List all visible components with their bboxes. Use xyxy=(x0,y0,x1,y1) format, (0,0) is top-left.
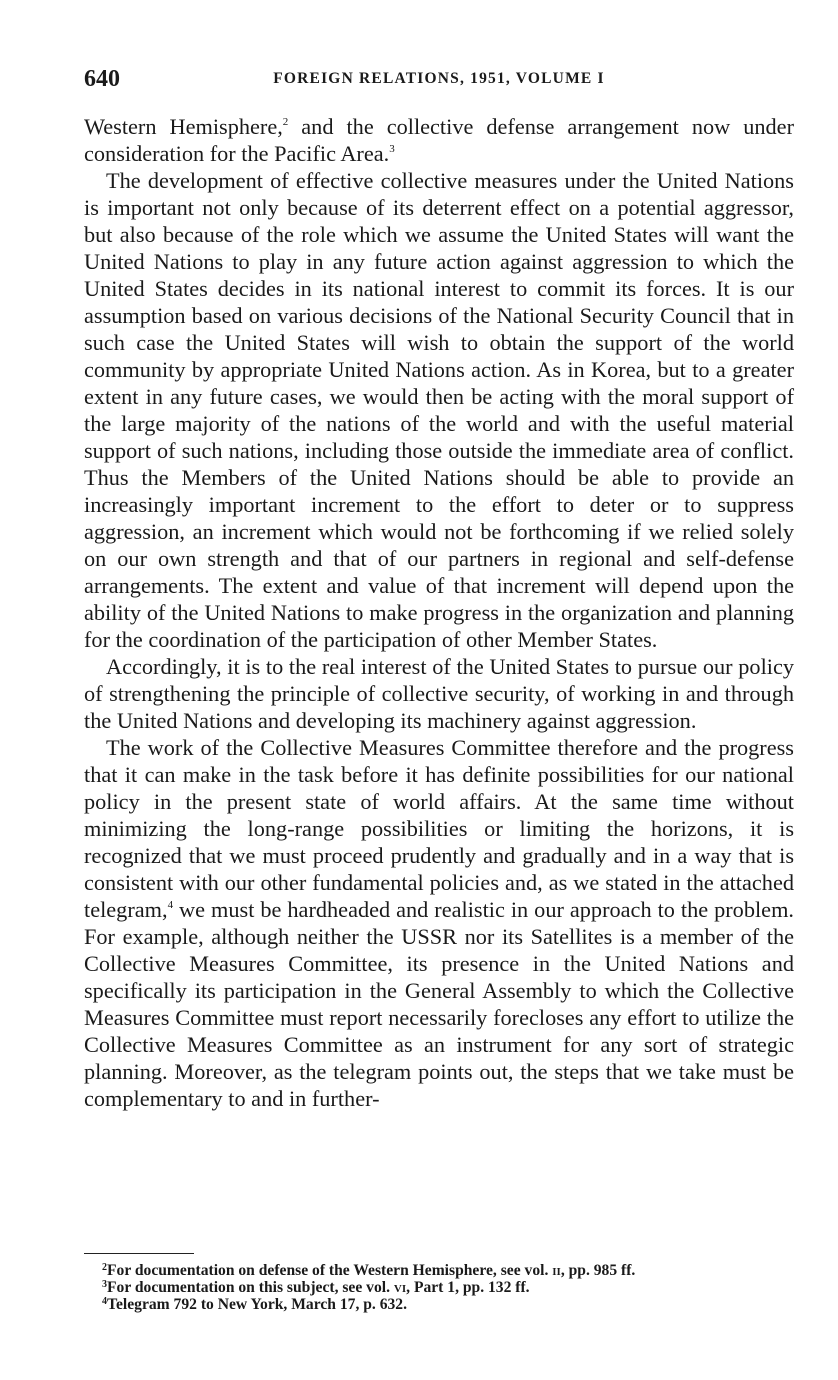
paragraph-2: The development of effective collective measures under the United Nations is important not only because of its deterrent effect on a potential aggressor, but also because of the role which we assume the United States will want the United Nations to play in any future action against aggression to which the United States decides in its national interest to commit its forces. It is our assumption based on various decisions of the National Security Council that in such case the United States will wish to obtain the support of the world community by appropriate United Nations action. As in Korea, but to a greater extent in any future cases, we would then be acting with the moral support of the large majority of the nations of the world and with the useful material support of such nations, including those outside the immediate area of conflict. Thus the Members of the United Nations should be able to provide an increasingly important increment to the effort to deter or to suppress aggression, an increment which would not be forthcoming if we relied solely on our own strength and that of our partners in regional and self-defense arrangements. The extent and value of that increment will depend upon the ability of the United Nations to make progress in the organization and planning for the coordination of the participation of other Member States. xyxy=(84,168,794,652)
footnote-text-tail: , Part 1, pp. 132 ff. xyxy=(406,1279,530,1296)
paragraph-4 xyxy=(84,734,794,1112)
footnote-ref-4: 4 xyxy=(167,899,174,911)
footnote-ref-3: 3 xyxy=(389,143,395,155)
footnote-mark: 4 xyxy=(102,1296,107,1307)
footnote-2 xyxy=(84,1262,794,1279)
footnotes xyxy=(84,1262,794,1313)
footnote-text: For documentation on this subject, see vol. xyxy=(107,1279,394,1296)
paragraph-4-text-b: we must be hardheaded and realistic in our approach to the problem. For example, although neither the USSR nor its Satellites is a member of the Collective Measures Committee, its presence in the United Nations and specifically its participation in the General Assembly to which the Collective Measures Committee must report necessarily forecloses any effort to utilize the Collective Measures Committee as an instrument for any sort of strategic planning. Moreover, as the telegram points out, the steps that we take must be complementary to and in further- xyxy=(84,897,794,1111)
footnote-divider xyxy=(84,1253,194,1254)
paragraph-1 xyxy=(84,113,794,167)
footnote-text: Telegram 792 to New York, March 17, p. 632. xyxy=(107,1296,408,1313)
footnote-ref-2: 2 xyxy=(282,116,289,128)
footnote-4 xyxy=(84,1296,794,1313)
page-header xyxy=(84,62,794,96)
volume-numeral: ii xyxy=(552,1262,561,1279)
running-head: FOREIGN RELATIONS, 1951, VOLUME I xyxy=(273,70,605,87)
paragraph-1-text-b: and the collective defense arrangement now under consideration for the Pacific Area. xyxy=(84,114,794,166)
footnote-mark: 3 xyxy=(102,1279,107,1290)
footnote-3 xyxy=(84,1279,794,1296)
paragraph-3: Accordingly, it is to the real interest of the United States to pursue our policy of strengthening the principle of collective security, of working in and through the United Nations and developing its machinery against aggression. xyxy=(84,654,794,733)
footnote-text: For documentation on defense of the Western Hemisphere, see vol. xyxy=(107,1262,553,1279)
page-number: 640 xyxy=(84,66,120,92)
footnote-text-tail: , pp. 985 ff. xyxy=(560,1262,636,1279)
paragraph-1-text-a: Western Hemisphere, xyxy=(84,114,283,139)
paragraph-4-text-a: The work of the Collective Measures Committee therefore and the progress that it can make in the task before it has definite possibilities for our national policy in the present state of world affairs. At the same time without minimizing the long-range possibilities or limiting the horizons, it is recognized that we must proceed prudently and gradually and in a way that is consistent with our other fundamental policies and, as we stated in the attached telegram, xyxy=(84,735,794,922)
body-text xyxy=(84,113,794,1112)
footnote-mark: 2 xyxy=(102,1262,107,1273)
volume-numeral: vi xyxy=(393,1279,407,1296)
